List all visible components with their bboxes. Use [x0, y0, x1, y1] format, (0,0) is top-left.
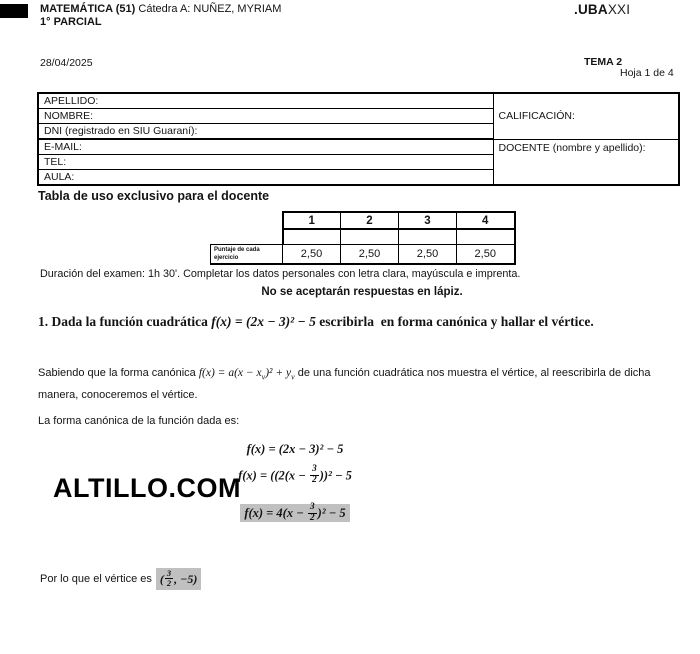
question-formula: f(x) = (2x − 3)² − 5 [211, 314, 316, 329]
vertex-statement [40, 565, 201, 593]
question-lead: 1. Dada la función cuadrática [38, 314, 212, 329]
xxi-logo-text: XXI [607, 2, 631, 17]
table-row [211, 229, 515, 244]
ghost-cell [211, 212, 283, 229]
exam-header [40, 3, 281, 29]
exam-date: 28/04/2025 [40, 57, 93, 69]
tema-label: TEMA 2 [584, 56, 623, 68]
duration-instruction: Duración del examen: 1h 30'. Completar los datos personales con letra clara, mayúscula e imprenta. [40, 268, 521, 280]
solution-step-1: f(x) = (2x − 3)² − 5 [246, 442, 344, 456]
score-cell-empty [283, 229, 341, 244]
fraction: $\frac{3}{2}$ [309, 502, 315, 523]
pencil-warning: No se aceptarán respuestas en lápiz. [261, 286, 463, 298]
course-line [40, 3, 281, 16]
question-tail: escribirla en forma canónica y hallar el vértice. [315, 314, 594, 329]
score-points-label: Puntaje de cada ejercicio [211, 244, 283, 264]
course-subtitle: Cátedra A: NUÑEZ, MYRIAM [135, 3, 282, 15]
uba-xxi-logo [574, 2, 630, 17]
solution-step-2: f(x) = ((2(x − $\frac{3}{2}$ ))² − 5 [238, 464, 352, 485]
explanation-paragraph [38, 364, 676, 405]
score-table-title: Tabla de uso exclusivo para el docente [38, 189, 270, 203]
altillo-watermark: ALTILLO.COM [53, 473, 241, 503]
table-row [211, 212, 515, 229]
table-row [211, 244, 515, 264]
score-value-cell: 2,50 [341, 244, 399, 264]
score-table [210, 211, 516, 265]
score-value-cell: 2,50 [457, 244, 515, 264]
form-label-apellido: APELLIDO: [38, 93, 493, 109]
score-value-cell: 2,50 [399, 244, 457, 264]
exercise-number-cell: 3 [399, 212, 457, 229]
canonical-intro: La forma canónica de la función dada es: [38, 415, 240, 427]
grade-cell: CALIFICACIÓN: [493, 93, 679, 139]
fraction: $\frac{3}{2}$ [166, 567, 172, 588]
explanation-text: de una función cuadrática nos muestra el vértice, al reescribirla de dicha manera, conoceremos el vértice. [38, 367, 651, 402]
form-label-email: E-MAIL: [38, 139, 493, 155]
student-data-table [37, 92, 680, 186]
table-row [38, 139, 679, 155]
highlighted-result: f(x) = 4(x − $\frac{3}{2}$ )² − 5 [240, 504, 349, 522]
fraction: $\frac{3}{2}$ [312, 464, 317, 485]
explanation-text: Sabiendo que la forma canónica [38, 367, 199, 379]
exercise-number-cell: 4 [457, 212, 515, 229]
exam-name: 1° PARCIAL [40, 16, 102, 28]
score-cell-empty [457, 229, 515, 244]
sheet-number: Hoja 1 de 4 [620, 67, 674, 79]
score-value-cell: 2,50 [283, 244, 341, 264]
form-label-tel: TEL: [38, 155, 493, 170]
form-label-dni: DNI (registrado en SIU Guaraní): [38, 124, 493, 140]
course-title: MATEMÁTICA (51) [40, 3, 136, 15]
vertex-text: Por lo que el vértice es [40, 573, 152, 585]
solution-step-3 [0, 504, 590, 525]
teacher-cell: DOCENTE (nombre y apellido): [493, 139, 679, 185]
table-row [38, 93, 679, 109]
redaction-box [0, 4, 28, 18]
question-1 [38, 314, 683, 330]
exercise-number-cell: 1 [283, 212, 341, 229]
form-label-aula: AULA: [38, 170, 493, 186]
score-cell-empty [399, 229, 457, 244]
ghost-cell [211, 229, 283, 244]
uba-logo-text: .UBA [574, 2, 608, 17]
canonical-form-formula: $f(x) = a(x - x_v)^2 + y_v$ [198, 367, 295, 382]
form-label-nombre: NOMBRE: [38, 109, 493, 124]
score-cell-empty [341, 229, 399, 244]
vertex-highlight: ( $\frac{3}{2}$ , −5) [156, 568, 202, 591]
exercise-number-cell: 2 [341, 212, 399, 229]
